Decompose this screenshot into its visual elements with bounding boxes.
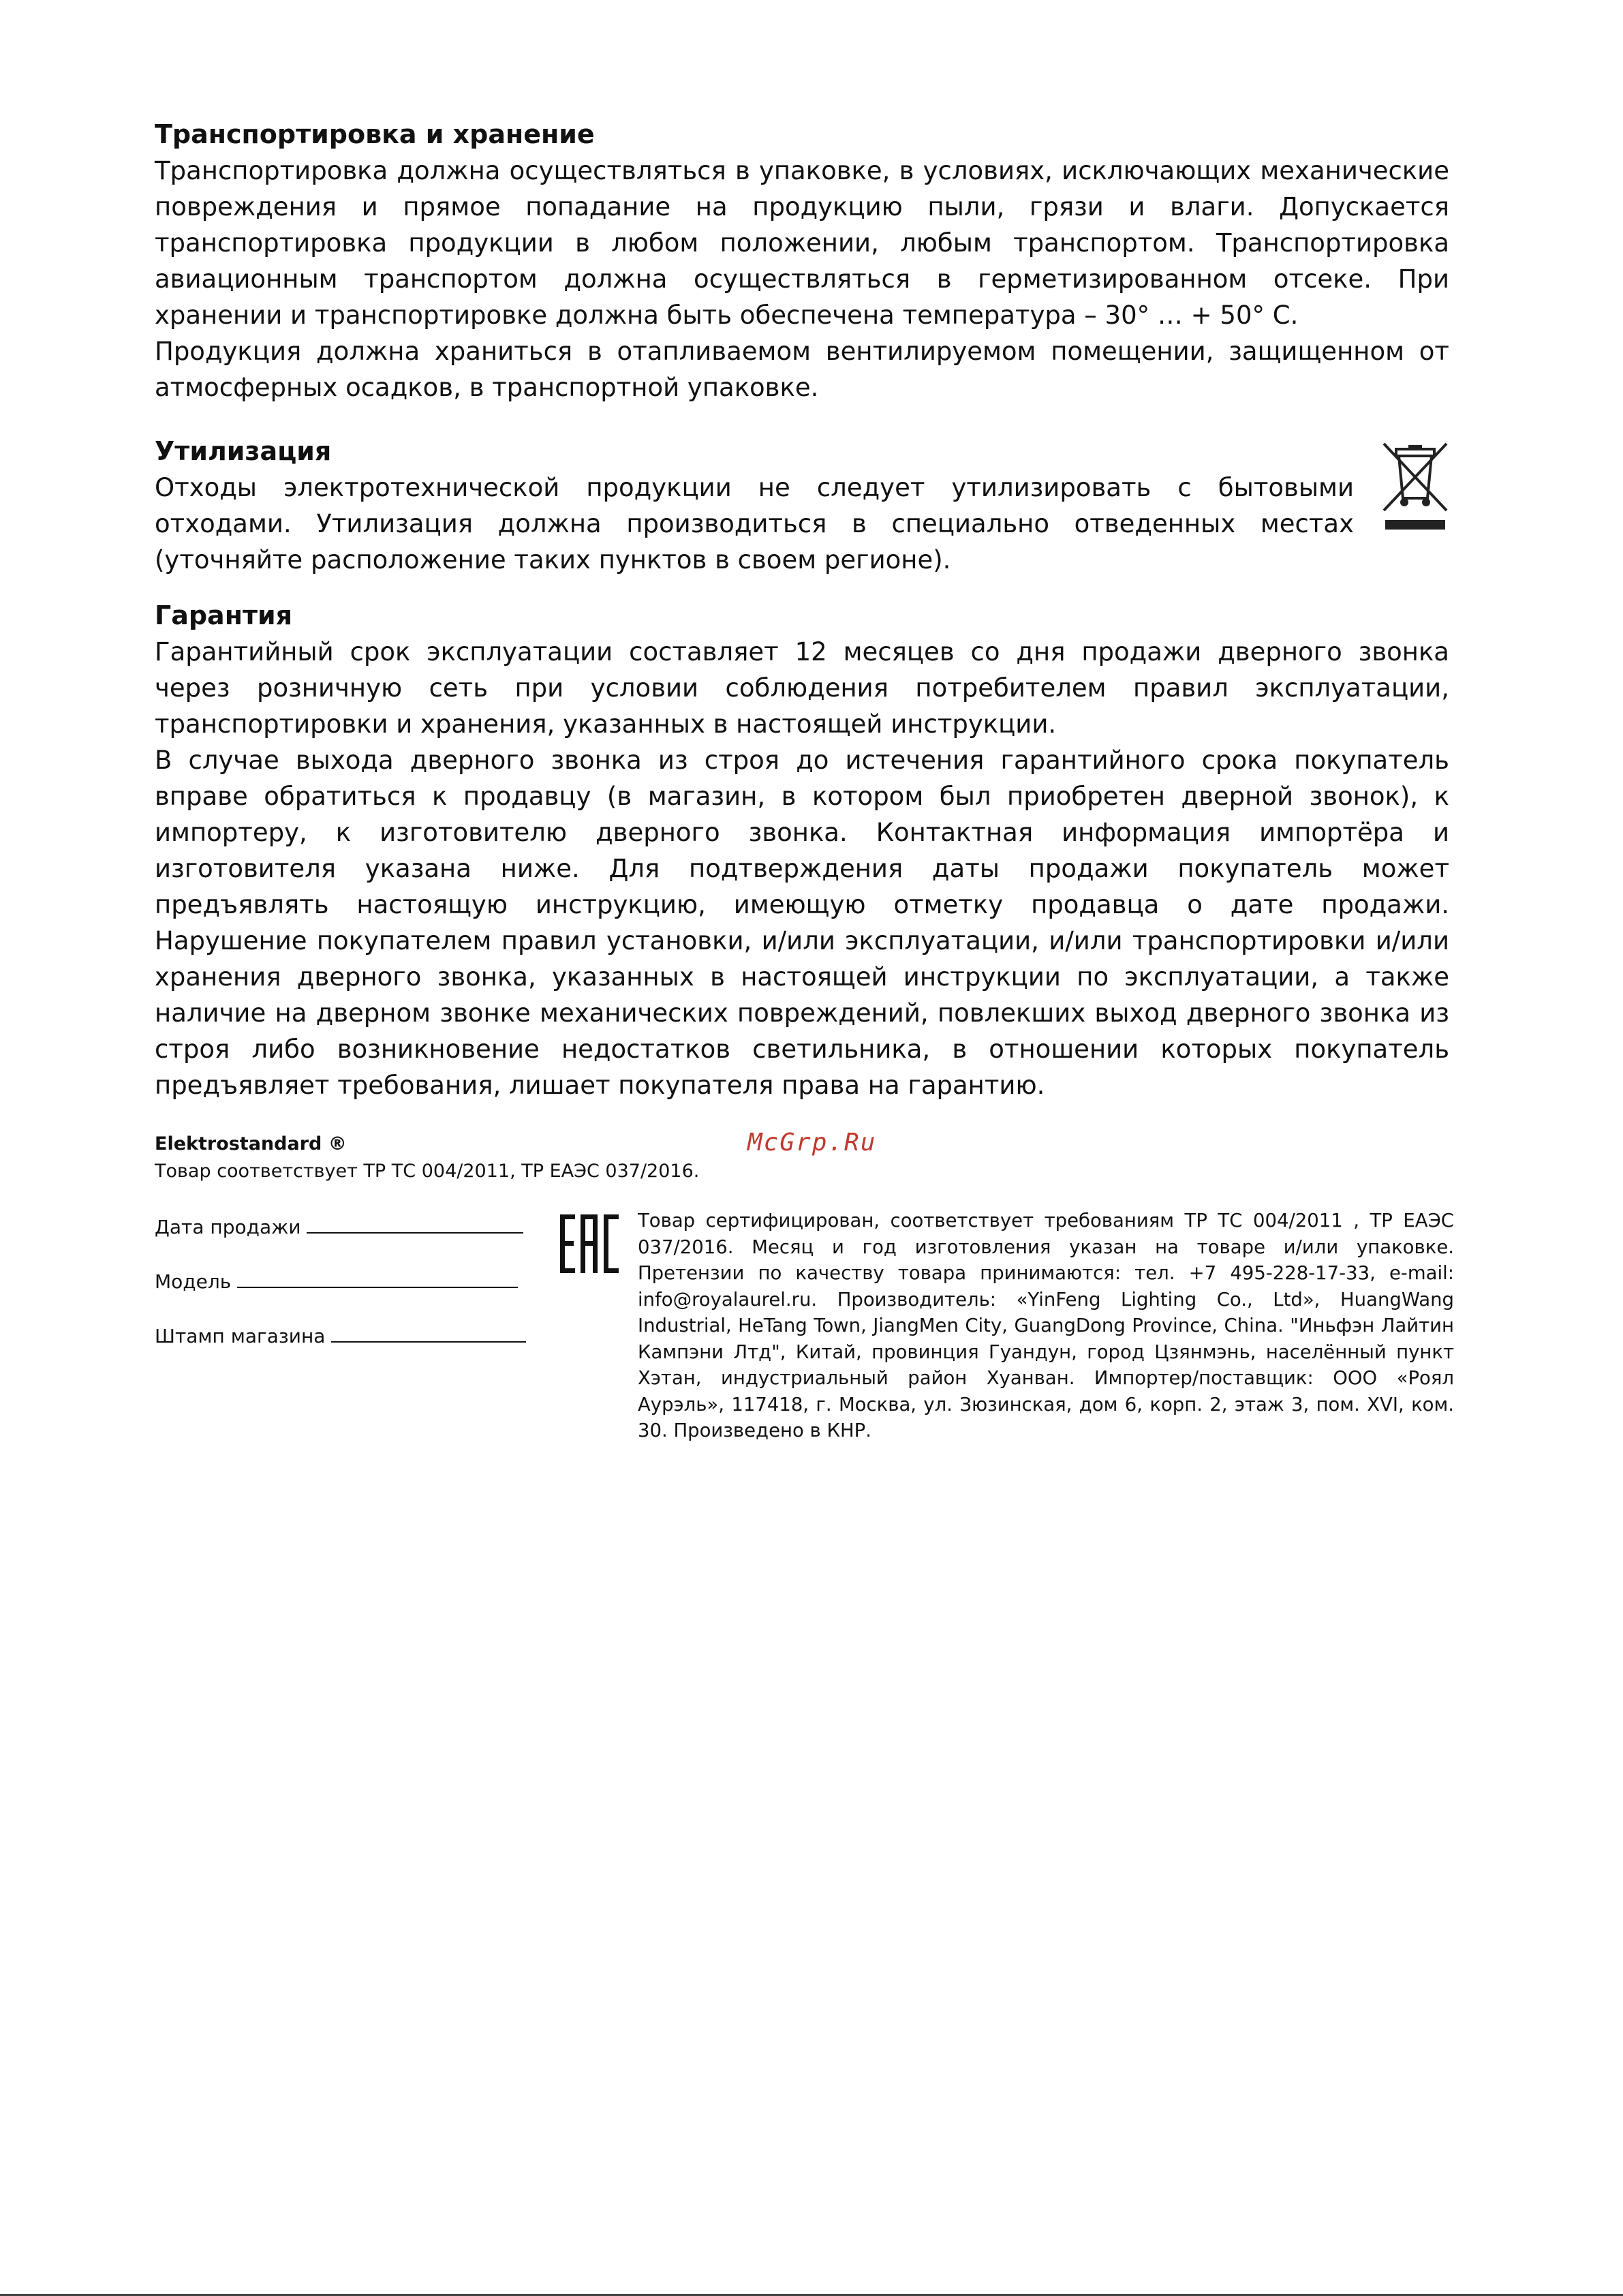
disposal-title: Утилизация [155, 436, 332, 466]
stamp-row [155, 1321, 516, 1350]
stamp-line[interactable] [331, 1321, 526, 1343]
model-line[interactable] [237, 1266, 518, 1288]
stamp-label: Штамп магазина [155, 1325, 326, 1347]
sale-date-label: Дата продажи [155, 1216, 301, 1238]
brand-conformity-note: Товар соответствует ТР ТС 004/2011, ТР ЕАЭС 037/2016. [155, 1161, 700, 1182]
disposal-paragraph: Отходы электротехнической продукции не следует утилизировать с бытовыми отходами. Утилизация должна производиться в специально отведенных местах (уточняйте расположение таких пунктов в своем регионе). [155, 473, 1354, 575]
model-label: Модель [155, 1270, 232, 1293]
warranty-paragraph-1: Гарантийный срок эксплуатации составляет 12 месяцев со дня продажи дверного звонка через розничную сеть при условии соблюдения потребителем правил эксплуатации, транспортировки и хранения, указанных в настоящей инструкции. [155, 637, 1449, 739]
sale-date-line[interactable] [307, 1212, 523, 1234]
main-content [155, 116, 1449, 1185]
crossed-out-wheelie-bin-icon [1381, 440, 1449, 535]
disposal-section [155, 433, 1449, 578]
warranty-title: Гарантия [155, 600, 293, 630]
sale-date-row [155, 1212, 516, 1241]
warranty-paragraph-2: В случае выхода дверного звонка из строя до истечения гарантийного срока покупатель вправе обратиться к продавцу (в магазин, в котором был приобретен дверной звонок), к импортеру, к изготовителю дверного звонка. Контактная информация импортёра и изготовителя указана ниже. Для подтверждения даты продажи покупатель может предъявлять настоящую инструкцию, имеющую отметку продавца о дате продажи. Нарушение покупателем правил установки, и/или эксплуатации, и/или транспортировки и/или хранения дверного звонка, указанных в настоящей инструкции по эксплуатации, а также наличие на дверном звонке механических повреждений, повлекших выход дверного звонка из строя либо возникновение недостатков светильника, в отношении которых покупатель предъявляет требования, лишает покупателя права на гарантию. [155, 746, 1449, 1100]
transport-paragraph-1: Транспортировка должна осуществляться в упаковке, в условиях, исключающих механические повреждения и прямое попадание на продукцию пыли, грязи и влаги. Допускается транспортировка продукции в любом положении, любым транспортом. Транспортировка авиационным транспортом должна осуществляться в герметизированном отсеке. При хранении и транспортировке должна быть обеспечена температура – 30° … + 50° C. [155, 156, 1449, 330]
sale-form [155, 1212, 516, 1375]
transport-title: Транспортировка и хранение [155, 119, 595, 149]
transport-paragraph-2: Продукция должна храниться в отапливаемом вентилируемом помещении, защищенном от атмосферных осадков, в транспортной упаковке. [155, 337, 1449, 402]
eac-mark-icon [559, 1213, 620, 1274]
watermark-text: McGrp.Ru [747, 1129, 877, 1157]
transport-section [155, 116, 1449, 405]
certification-text: Товар сертифицирован, соответствует требованиям ТР ТС 004/2011 , ТР ЕАЭС 037/2016. Месяц и год изготовления указан на товаре и/или упаковке. Претензии по качеству товара принимаются: тел. +7 495-228-17-33, e-mail: info@royalaurel.ru. Производитель: «YinFeng Lighting Co., Ltd», HuangWang Industrial, HeTang Town, JiangMen City, GuangDong Province, China. "Иньфэн Лайтин Кампэни Лтд", Китай, провинция Гуандун, город Цзянмэнь, населённый пункт Хэтан, индустриальный район Хуанван. Импортер/поставщик: ООО «Роял Аурэль», 117418, г. Москва, ул. Зюзинская, дом 6, корп. 2, этаж 3, пом. XVI, ком. 30. Произведено в КНР. [638, 1210, 1454, 1441]
warranty-section [155, 597, 1449, 1103]
brand-name: Elektrostandard ® [155, 1133, 347, 1154]
model-row [155, 1266, 516, 1296]
